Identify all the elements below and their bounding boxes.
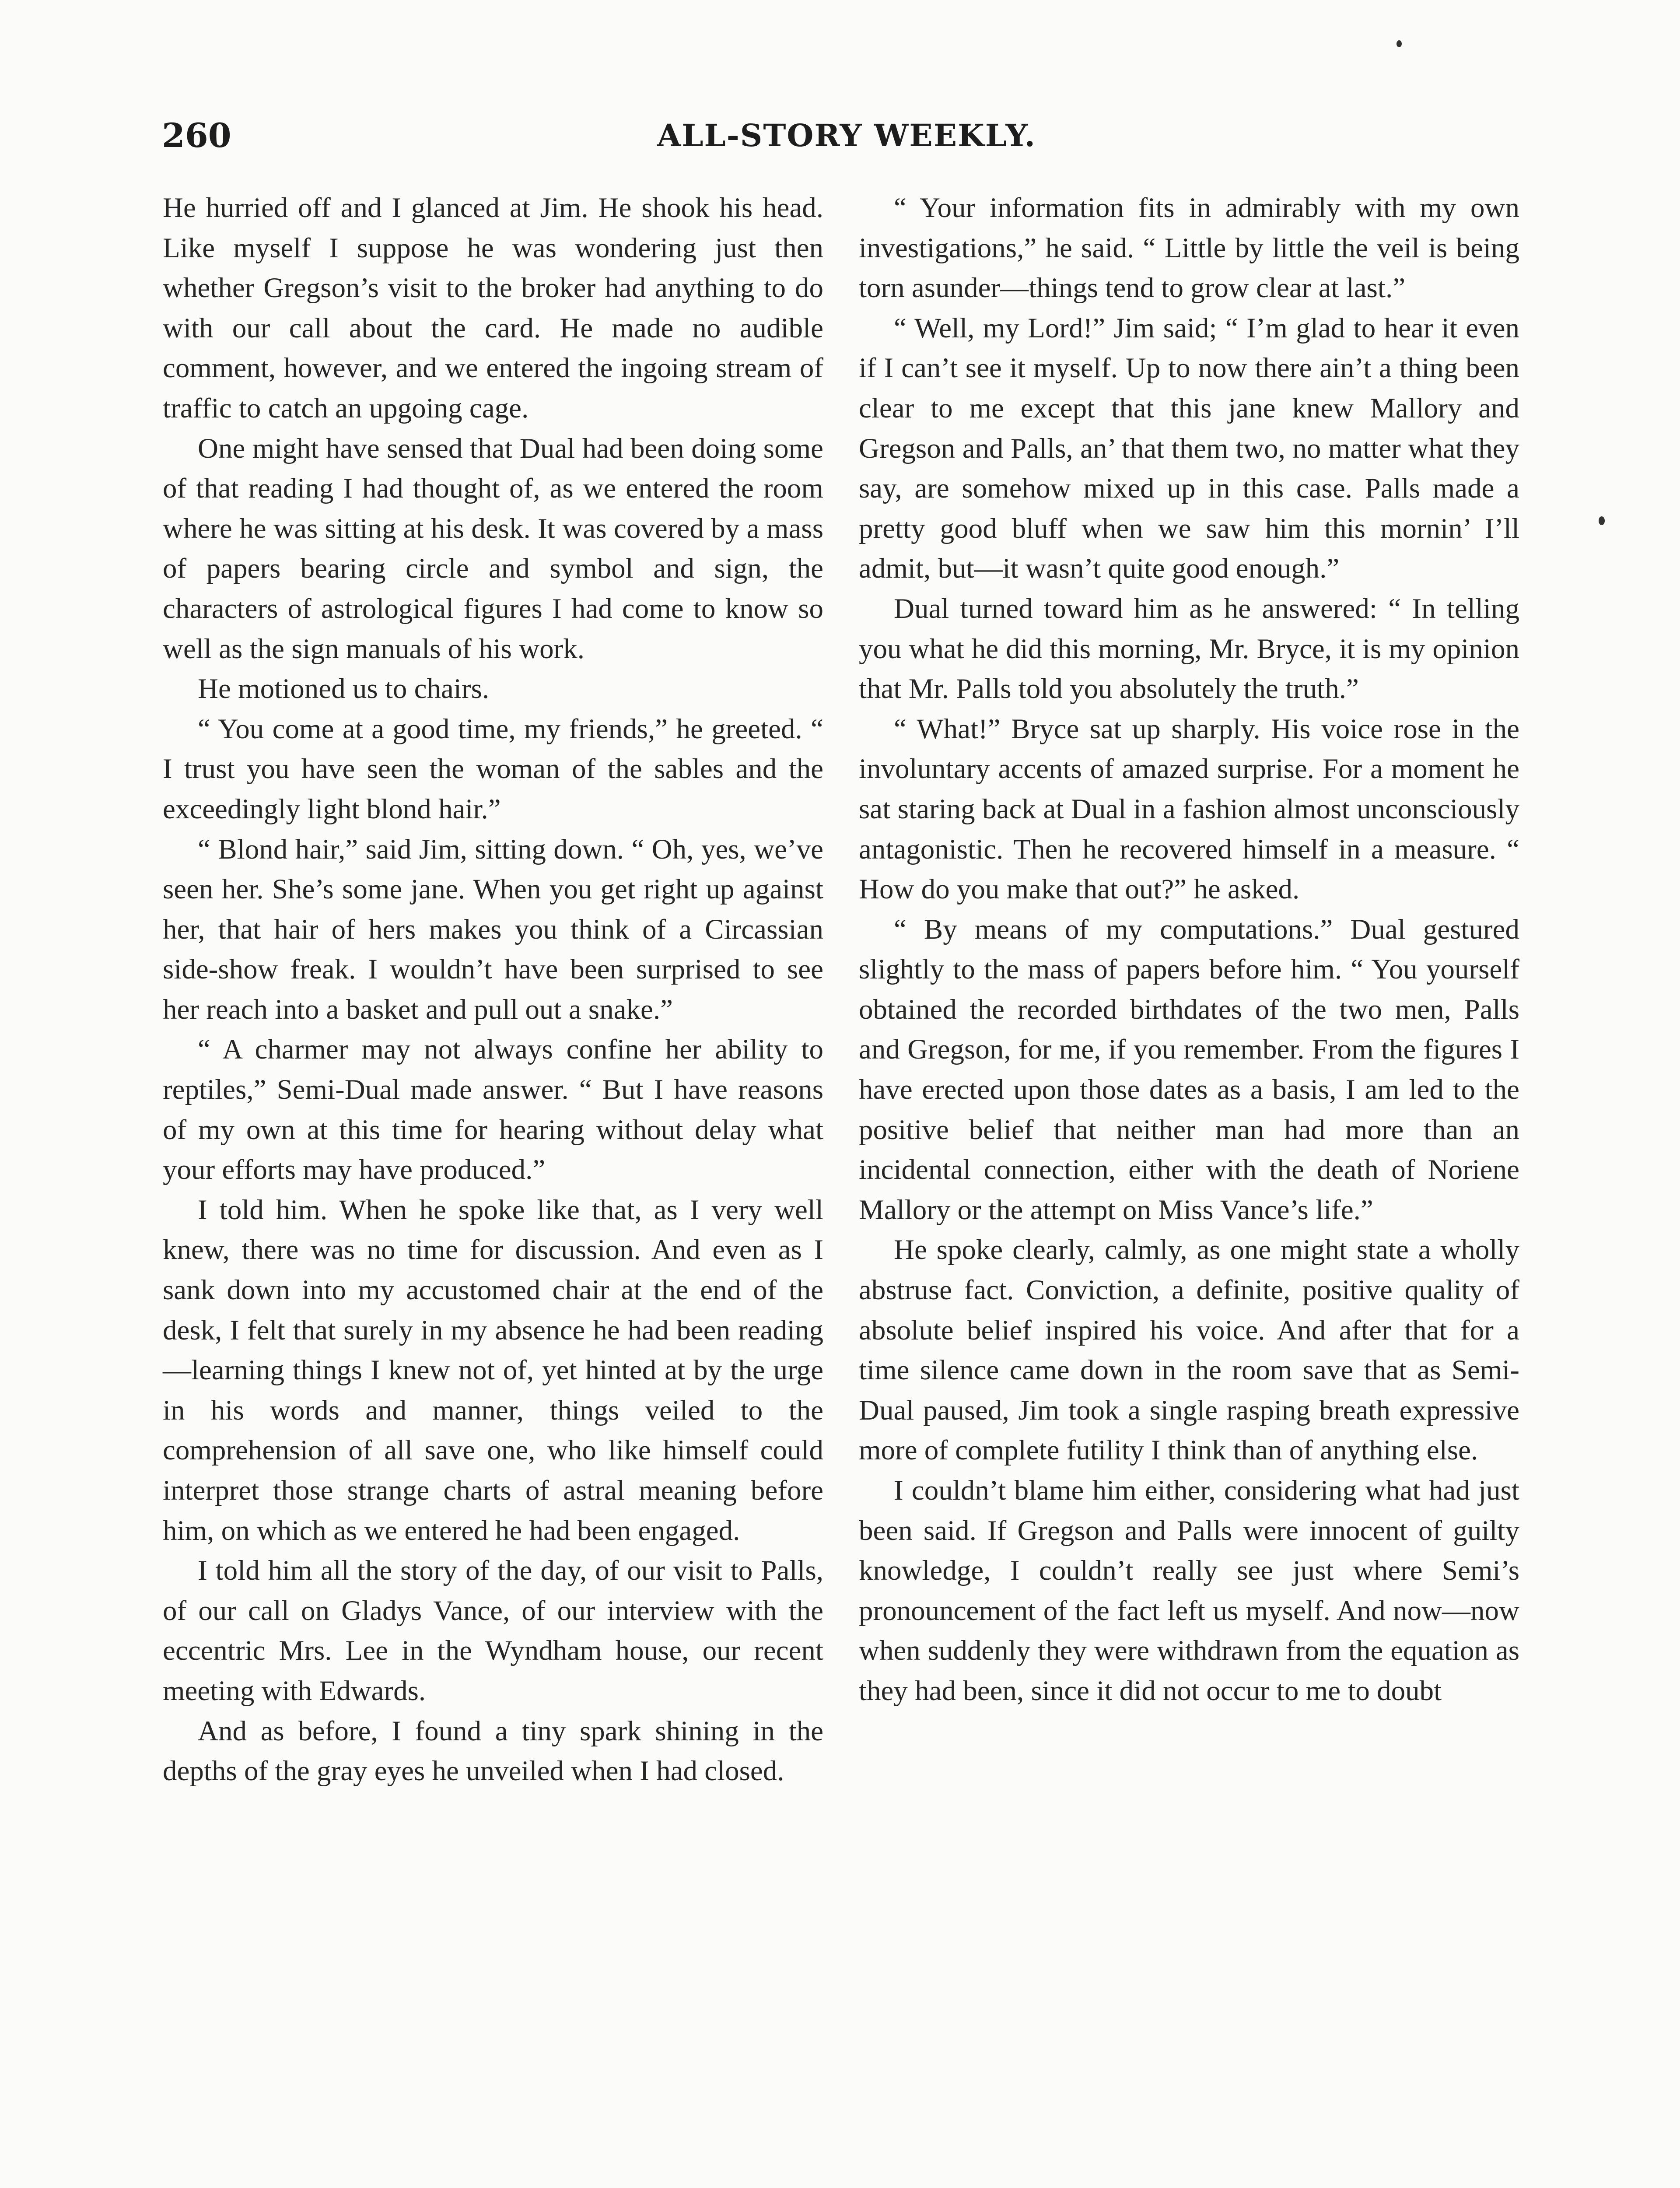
paragraph: I told him all the story of the day, of our visit to Palls, of our call on Gladys Vance, of our interview with the eccentric Mrs. Lee in the Wyndham house, our recent meeting with Edwards. xyxy=(163,1555,823,1707)
right-column xyxy=(859,188,1519,1711)
page-header xyxy=(162,109,1531,162)
paragraph: I couldn’t blame him either, considering what had just been said. If Gregson and Palls were innocent of guilty knowledge, I couldn’t really see just where Semi’s pronouncement of the fact left us myself. And now—now when suddenly they were withdrawn from the equation as they had been, since it did not occur to me to doubt xyxy=(859,1475,1519,1707)
paragraph: He spoke clearly, calmly, as one might state a wholly abstruse fact. Conviction, a definite, positive quality of absolute belief inspired his voice. And after that for a time silence came down in the room save that as Semi-Dual paused, Jim took a single rasping breath expressive more of complete futility I think than of anything else. xyxy=(859,1234,1519,1466)
paragraph: “ By means of my computations.” Dual gestured slightly to the mass of papers before him. “ You yourself obtained the recorded birthdates of the two men, Palls and Gregson, for me, if you remember. From the figures I have erected upon those dates as a basis, I am led to the positive belief that neither man had more than an incidental connection, either with the death of Noriene Mallory or the attempt on Miss Vance’s life.” xyxy=(859,913,1519,1226)
ink-speck xyxy=(1599,516,1605,525)
paragraph: One might have sensed that Dual had been doing some of that reading I had thought of, as we entered the room where he was sitting at his desk. It was covered by a mass of papers bearing circle and symbol and sign, the characters of astrological figures I had come to know so well as the sign manuals of his work. xyxy=(163,432,823,665)
ink-speck xyxy=(1396,40,1402,47)
paragraph: Dual turned toward him as he answered: “ In telling you what he did this morning, Mr. Bryce, it is my opinion that Mr. Palls told you absolutely the truth.” xyxy=(859,593,1519,705)
paragraph: “ You come at a good time, my friends,” he greeted. “ I trust you have seen the woman of the sables and the exceedingly light blond hair.” xyxy=(163,713,823,825)
left-column xyxy=(163,188,823,1792)
paragraph: “ Blond hair,” said Jim, sitting down. “ Oh, yes, we’ve seen her. She’s some jane. When you get right up against her, that hair of hers makes you think of a Circassian side-show freak. I wouldn’t have been surprised to see her reach into a basket and pull out a snake.” xyxy=(163,833,823,1025)
paragraph: “ Well, my Lord!” Jim said; “ I’m glad to hear it even if I can’t see it myself. Up to now there ain’t a thing been clear to me except that this jane knew Mallory and Gregson and Palls, an’ that them two, no matter what they say, are somehow mixed up in this case. Palls made a pretty good bluff when we saw him this mornin’ I’ll admit, but—it wasn’t quite good enough.” xyxy=(859,312,1519,585)
paragraph: “ Your information fits in admirably with my own investigations,” he said. “ Little by little the veil is being torn asunder—things tend to grow clear at last.” xyxy=(859,192,1519,304)
paragraph: “ A charmer may not always confine her ability to reptiles,” Semi-Dual made answer. “ But I have reasons of my own at this time for hearing without delay what your efforts may have produced.” xyxy=(163,1034,823,1186)
paragraph: And as before, I found a tiny spark shining in the depths of the gray eyes he unveiled when I had closed. xyxy=(163,1715,823,1787)
paragraph: He motioned us to chairs. xyxy=(198,673,490,705)
paragraph: He hurried off and I glanced at Jim. He shook his head. Like myself I suppose he was wondering just then whether Gregson’s visit to the broker had anything to do with our call about the card. He made no audible comment, however, and we entered the ingoing stream of traffic to catch an upgoing cage. xyxy=(163,192,823,424)
running-head: ALL-STORY WEEKLY. xyxy=(657,117,1036,154)
paragraph: I told him. When he spoke like that, as I very well knew, there was no time for discussion. And even as I sank down into my accustomed chair at the end of the desk, I felt that surely in my absence he had been reading—learning things I knew not of, yet hinted at by the urge in his words and manner, things veiled to the comprehension of all save one, who like himself could interpret those strange charts of astral meaning before him, on which as we entered he had been engaged. xyxy=(163,1194,823,1546)
page-number: 260 xyxy=(162,116,231,155)
paragraph: “ What!” Bryce sat up sharply. His voice rose in the involuntary accents of amazed surprise. For a moment he sat staring back at Dual in a fashion almost unconsciously antagonistic. Then he recovered himself in a measure. “ How do you make that out?” he asked. xyxy=(859,713,1519,905)
